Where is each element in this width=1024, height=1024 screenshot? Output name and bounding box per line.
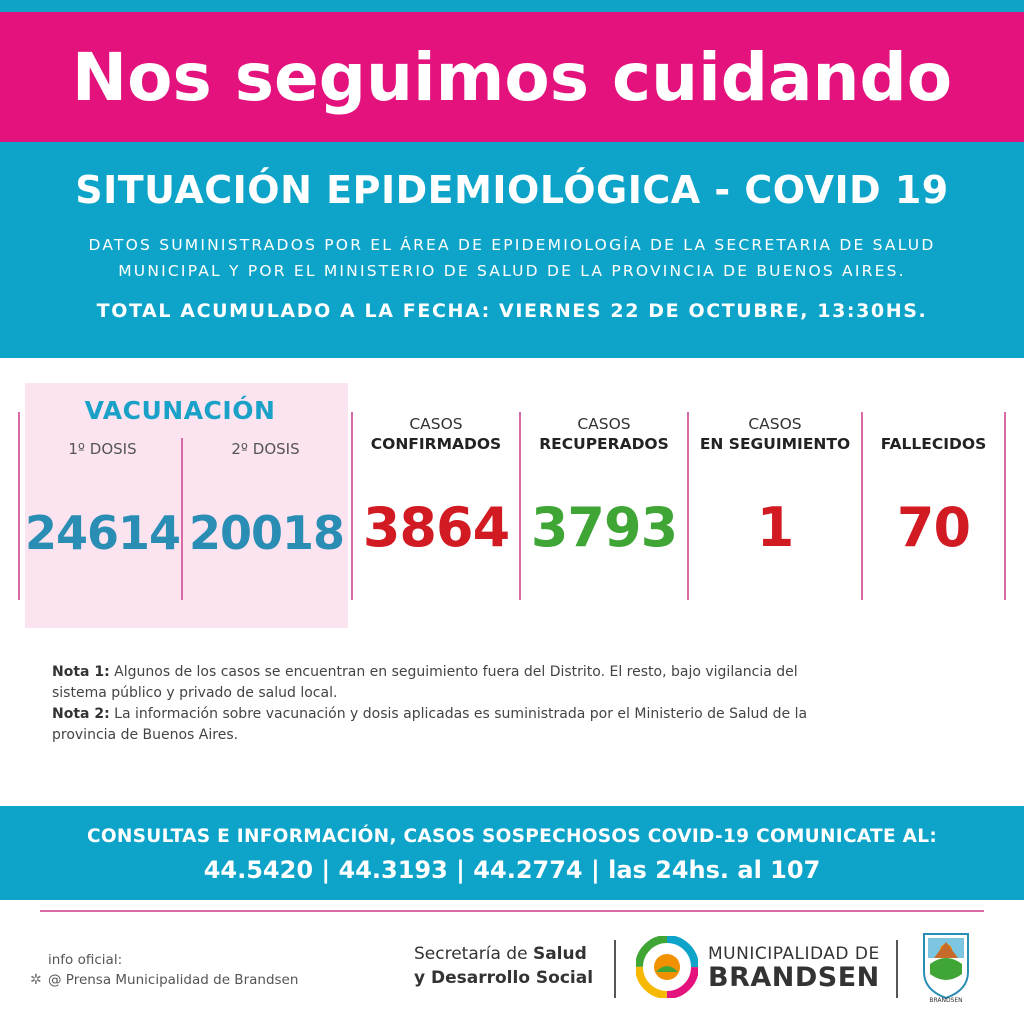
note1-label: Nota 1: — [52, 664, 110, 680]
top-strip — [0, 0, 1024, 12]
deceased-header — [863, 414, 1004, 454]
contact-line1: CONSULTAS E INFORMACIÓN, CASOS SOSPECHOSOS COVID-19 COMUNICATE AL: — [86, 826, 938, 847]
cursor-icon: ✲ — [30, 972, 42, 988]
title-banner — [0, 12, 1024, 142]
brand — [708, 944, 880, 992]
divider — [18, 412, 20, 600]
crest-text: BRANDSEN — [929, 997, 963, 1004]
crest-icon — [920, 928, 972, 1004]
total-date: TOTAL ACUMULADO A LA FECHA: VIERNES 22 DE OCTUBRE, 13:30HS. — [96, 300, 928, 322]
notes — [52, 662, 812, 746]
deceased-value: 70 — [896, 496, 971, 559]
dose2-label: 2º DOSIS — [231, 440, 300, 458]
confirmed-header-line1: CASOS — [409, 415, 463, 433]
source-line-2: MUNICIPAL Y POR EL MINISTERIO DE SALUD DE LA PROVINCIA DE BUENOS AIRES. — [118, 262, 906, 280]
monitoring-header-line1: CASOS — [748, 415, 802, 433]
header-section — [0, 142, 1024, 358]
note2-label: Nota 2: — [52, 706, 110, 722]
footer-separator — [614, 940, 616, 998]
source-text — [60, 232, 964, 284]
info-oficial — [30, 950, 298, 990]
source-line-1: DATOS SUMINISTRADOS POR EL ÁREA DE EPIDEMIOLOGÍA DE LA SECRETARIA DE SALUD — [88, 236, 936, 254]
secretaria-salud: Salud — [532, 944, 587, 964]
vaccination-title: VACUNACIÓN — [84, 396, 276, 425]
monitoring-header — [689, 414, 861, 454]
monitoring-header-line2: EN SEGUIMIENTO — [699, 435, 851, 453]
recovered-header-line1: CASOS — [577, 415, 631, 433]
footer-rule — [40, 910, 984, 912]
info-label: info oficial: — [48, 952, 123, 968]
note-1 — [52, 662, 812, 704]
confirmed-header — [353, 414, 519, 454]
deceased-header-line1 — [863, 414, 1004, 434]
footer-separator — [896, 940, 898, 998]
header-title: SITUACIÓN EPIDEMIOLÓGICA - COVID 19 — [75, 168, 949, 212]
secretaria-text — [414, 942, 593, 990]
brand-line2: BRANDSEN — [708, 962, 880, 993]
contact-phones: 44.5420 | 44.3193 | 44.2774 | las 24hs. al 107 — [203, 856, 821, 884]
deceased-header-line2: FALLECIDOS — [880, 435, 987, 453]
secretaria-line1 — [414, 942, 593, 966]
secretaria-line2: y Desarrollo Social — [414, 968, 594, 988]
secretaria-prefix: Secretaría de — [414, 944, 533, 964]
confirmed-header-line2: CONFIRMADOS — [370, 435, 502, 453]
contact-section — [0, 806, 1024, 900]
banner-title: Nos seguimos cuidando — [71, 38, 953, 116]
note1-text: Algunos de los casos se encuentran en seguimiento fuera del Distrito. El resto, bajo vigilancia del sistema público y privado de salud local. — [52, 664, 798, 701]
recovered-header — [521, 414, 687, 454]
note2-text: La información sobre vacunación y dosis aplicadas es suministrada por el Ministerio de Salud de la provincia de Buenos Aires. — [52, 706, 808, 743]
divider — [181, 438, 183, 600]
info-source-row — [30, 970, 298, 990]
divider — [1004, 412, 1006, 600]
confirmed-value: 3864 — [362, 496, 510, 559]
recovered-header-line2: RECUPERADOS — [539, 435, 669, 453]
dose1-value: 24614 — [25, 506, 181, 560]
brand-line1: MUNICIPALIDAD DE — [708, 944, 880, 964]
info-source: @ Prensa Municipalidad de Brandsen — [48, 972, 299, 988]
monitoring-value: 1 — [756, 496, 794, 559]
municipal-logo-icon — [636, 936, 698, 998]
dose2-value: 20018 — [188, 506, 345, 560]
recovered-value: 3793 — [530, 496, 678, 559]
note-2 — [52, 704, 812, 746]
dose1-label: 1º DOSIS — [68, 440, 137, 458]
